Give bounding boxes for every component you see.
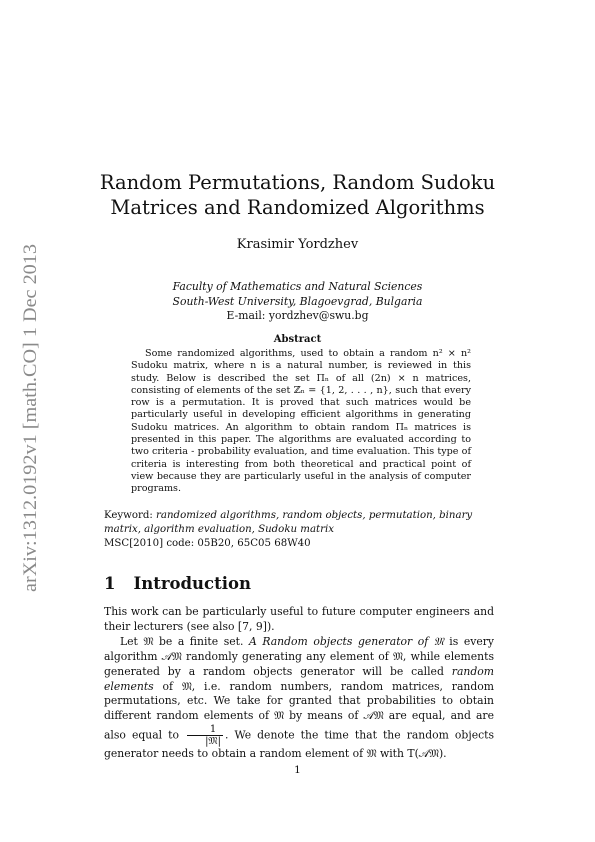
fraction-denominator: |𝔐|	[187, 735, 223, 747]
email-address[interactable]: yordzhev@swu.bg	[268, 309, 369, 322]
msc-codes: MSC[2010] code: 05B20, 65C05 68W40	[104, 538, 311, 549]
probability-fraction	[187, 724, 223, 747]
keywords-line	[104, 509, 493, 537]
page-number: 1	[294, 764, 301, 776]
affiliation-line-2: South-West University, Blagoevgrad, Bulgaria	[172, 294, 423, 308]
affiliation-line-1: Faculty of Mathematics and Natural Sciences	[172, 280, 423, 293]
keywords-list: randomized algorithms, random objects, permutation, binary matrix, algorithm evaluation, Sudoku matrix	[104, 510, 473, 535]
paper-title	[0, 170, 595, 220]
paragraph-1: This work can be particularly useful to future computer engineers and their lecturers (see also [7, 9]).	[104, 605, 494, 633]
para2-part-d: . We denote the time that the random objects generator needs to obtain a random element of 𝔐 with T(𝒜𝔐).	[104, 728, 495, 761]
email-label: E-mail:	[226, 309, 269, 322]
para2-part-b: is every algorithm 𝒜𝔐 randomly generating any element of 𝔐, while elements generated by a random objects generator will be called	[104, 634, 495, 678]
keywords-label: Keyword:	[104, 510, 157, 521]
abstract-heading: Abstract	[273, 334, 322, 345]
section-body	[104, 605, 494, 762]
section-heading	[104, 574, 251, 593]
title-line-1: Random Permutations, Random Sudoku	[99, 171, 496, 194]
paragraph-2	[104, 635, 494, 762]
para2-part-c: of 𝔐, i.e. random numbers, random matrices, random permutations, etc. We take for granted that probabilities to obtain different random elements of 𝔐 by means of 𝒜𝔐 are equal, and are also equal to	[104, 679, 494, 742]
para2-part-a: Let 𝔐 be a finite set.	[120, 634, 249, 648]
title-line-2: Matrices and Randomized Algorithms	[110, 196, 485, 219]
keywords-block	[104, 509, 493, 551]
arxiv-stamp-text: arXiv:1312.0192v1 [math.CO] 1 Dec 2013	[21, 273, 41, 592]
author-name: Krasimir Yordzhev	[236, 237, 359, 252]
email-line	[0, 309, 595, 324]
fraction-numerator: 1	[209, 724, 217, 736]
para2-definition: A Random objects generator of 𝔐	[248, 634, 444, 648]
section-title: Introduction	[133, 574, 251, 593]
para2-term: random elements	[104, 664, 494, 693]
section-number: 1	[104, 574, 116, 593]
affiliation	[0, 280, 595, 324]
abstract-text: Some randomized algorithms, used to obtain a random n² × n² Sudoku matrix, where n is a natural number, is reviewed in this study. Below is described the set Πₙ of all (2n) × n matrices, consisting of elements of the set ℤₙ = {1, 2, . . . , n}, such that every row is a permutation. It is proved that such matrices would be particularly useful in developing efficient algorithms in generating Sudoku matrices. An algorithm to obtain random Πₙ matrices is presented in this paper. The algorithms are evaluated according to two criteria - probability evaluation, and time evaluation. This type of criteria is interesting from both theoretical and practical point of view because they are particularly useful in the analysis of computer programs.	[131, 348, 471, 495]
abstract-body	[131, 348, 471, 496]
